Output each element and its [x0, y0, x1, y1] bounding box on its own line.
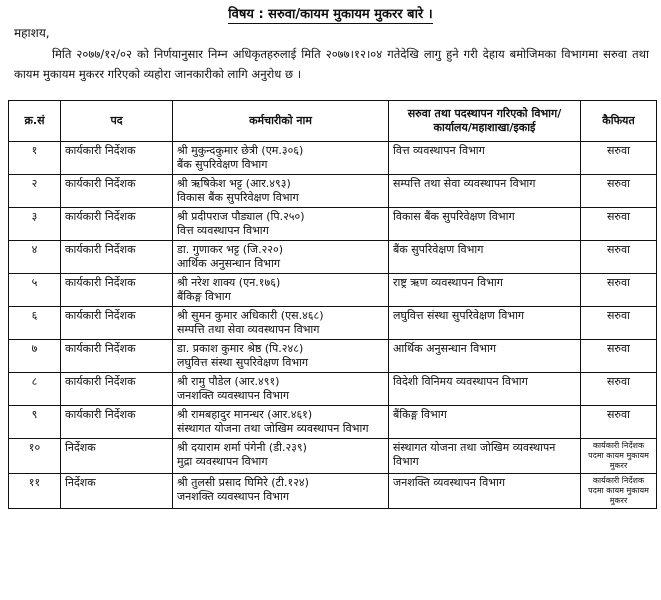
- cell-employee: [173, 142, 389, 175]
- table-row: [9, 175, 657, 208]
- employee-name: श्री नरेश शाक्य (एन.१७६): [177, 276, 281, 289]
- header-employee: कर्मचारीको नाम: [173, 101, 389, 142]
- cell-sn: ६: [9, 307, 61, 340]
- previous-department: सम्पत्ति तथा सेवा व्यवस्थापन विभाग: [177, 323, 320, 336]
- employee-name: श्री ऋषिकेश भट्ट (आर.४९३): [177, 177, 291, 190]
- header-remark: कैफियत: [581, 101, 657, 142]
- table-row: [9, 208, 657, 241]
- cell-sn: ८: [9, 373, 61, 406]
- cell-posting: लघुवित्त संस्था सुपरिवेक्षण विभाग: [389, 307, 581, 340]
- cell-remark: कार्यकारी निर्देशक पदमा कायम मुकायम मुकरर: [581, 474, 657, 509]
- employee-name: श्री दयाराम शर्मा पंगेनी (डी.२३९): [177, 441, 307, 454]
- previous-department: बैंक सुपरिवेक्षण विभाग: [177, 158, 268, 171]
- header-sn: क्र.सं: [9, 101, 61, 142]
- cell-remark: कार्यकारी निर्देशक पदमा कायम मुकायम मुकरर: [581, 439, 657, 474]
- table-row: [9, 274, 657, 307]
- cell-post: कार्यकारी निर्देशक: [61, 340, 173, 373]
- previous-department: विकास बैंक सुपरिवेक्षण विभाग: [177, 191, 299, 204]
- cell-employee: [173, 439, 389, 474]
- cell-sn: १: [9, 142, 61, 175]
- table-row: [9, 406, 657, 439]
- cell-sn: ३: [9, 208, 61, 241]
- cell-post: कार्यकारी निर्देशक: [61, 406, 173, 439]
- header-post: पद: [61, 101, 173, 142]
- previous-department: जनशक्ति व्यवस्थापन विभाग: [177, 389, 290, 402]
- subject-text: विषय : सरुवा/कायम मुकायम मुकरर बारे ।: [228, 7, 433, 22]
- cell-post: कार्यकारी निर्देशक: [61, 274, 173, 307]
- table-row: [9, 373, 657, 406]
- previous-department: वित्त व्यवस्थापन विभाग: [177, 224, 269, 237]
- cell-employee: [173, 241, 389, 274]
- employee-name: श्री मुकुन्दकुमार छेत्री (एम.३०६): [177, 144, 304, 157]
- cell-remark: सरुवा: [581, 142, 657, 175]
- employee-name: डा. गुणाकर भट्ट (जि.२२०): [177, 243, 284, 256]
- table-row: [9, 340, 657, 373]
- previous-department: मुद्रा व्यवस्थापन विभाग: [177, 455, 268, 468]
- cell-post: कार्यकारी निर्देशक: [61, 373, 173, 406]
- cell-posting: विकास बैंक सुपरिवेक्षण विभाग: [389, 208, 581, 241]
- cell-employee: [173, 208, 389, 241]
- cell-sn: २: [9, 175, 61, 208]
- previous-department: संस्थागत योजना तथा जोखिम व्यवस्थापन विभाग: [177, 422, 369, 435]
- cell-post: कार्यकारी निर्देशक: [61, 142, 173, 175]
- previous-department: लघुवित्त संस्था सुपरिवेक्षण विभाग: [177, 356, 309, 369]
- previous-department: आर्थिक अनुसन्धान विभाग: [177, 257, 281, 270]
- cell-sn: ४: [9, 241, 61, 274]
- employee-name: श्री सुमन कुमार अधिकारी (एस.४६८): [177, 309, 324, 322]
- cell-posting: बैंक सुपरिवेक्षण विभाग: [389, 241, 581, 274]
- cell-sn: १०: [9, 439, 61, 474]
- cell-posting: राष्ट्र ऋण व्यवस्थापन विभाग: [389, 274, 581, 307]
- cell-remark: सरुवा: [581, 373, 657, 406]
- cell-remark: सरुवा: [581, 241, 657, 274]
- cell-post: कार्यकारी निर्देशक: [61, 175, 173, 208]
- intro-paragraph: मिति २०७७/१२/०२ को निर्णयानुसार निम्न अधिकृतहरुलाई मिति २०७७।१२।०४ गतेदेखि लागु हुने गरी देहाय बमोजिमका विभागमा सरुवा तथा कायम मुकायम मुकरर गरिएको व्यहोरा जानकारीको लागि अनुरोध छ ।: [14, 47, 649, 81]
- cell-posting: संस्थागत योजना तथा जोखिम व्यवस्थापन विभाग: [389, 439, 581, 474]
- cell-post: निर्देशक: [61, 474, 173, 509]
- cell-remark: सरुवा: [581, 274, 657, 307]
- cell-employee: [173, 175, 389, 208]
- previous-department: बैंकिङ्ग विभाग: [177, 290, 231, 303]
- employee-name: श्री प्रदीपराज पौड्याल (पि.२५०): [177, 210, 305, 223]
- cell-sn: ५: [9, 274, 61, 307]
- table-body: [9, 142, 657, 509]
- cell-posting: वित्त व्यवस्थापन विभाग: [389, 142, 581, 175]
- previous-department: जनशक्ति व्यवस्थापन विभाग: [177, 490, 290, 503]
- cell-post: कार्यकारी निर्देशक: [61, 208, 173, 241]
- cell-remark: सरुवा: [581, 307, 657, 340]
- employee-name: डा. प्रकाश कुमार श्रेष्ठ (पि.२४८): [177, 342, 304, 355]
- table-row: [9, 474, 657, 509]
- employee-name: श्री रामु पौडेल (आर.४९१): [177, 375, 280, 388]
- cell-posting: विदेशी विनिमय व्यवस्थापन विभाग: [389, 373, 581, 406]
- cell-posting: बैंकिङ्ग विभाग: [389, 406, 581, 439]
- table-row: [9, 307, 657, 340]
- cell-employee: [173, 340, 389, 373]
- cell-posting: सम्पत्ति तथा सेवा व्यवस्थापन विभाग: [389, 175, 581, 208]
- table-row: [9, 439, 657, 474]
- cell-posting: जनशक्ति व्यवस्थापन विभाग: [389, 474, 581, 509]
- cell-sn: ७: [9, 340, 61, 373]
- header-posting: सरुवा तथा पदस्थापन गरिएको विभाग/कार्यालय/महाशाखा/इकाई: [389, 101, 581, 142]
- cell-post: कार्यकारी निर्देशक: [61, 307, 173, 340]
- cell-sn: ११: [9, 474, 61, 509]
- cell-employee: [173, 274, 389, 307]
- subject-line: [0, 4, 661, 22]
- table-row: [9, 241, 657, 274]
- cell-post: कार्यकारी निर्देशक: [61, 241, 173, 274]
- cell-remark: सरुवा: [581, 208, 657, 241]
- cell-employee: [173, 406, 389, 439]
- cell-employee: [173, 373, 389, 406]
- cell-remark: सरुवा: [581, 175, 657, 208]
- cell-employee: [173, 474, 389, 509]
- cell-employee: [173, 307, 389, 340]
- cell-remark: सरुवा: [581, 406, 657, 439]
- cell-remark: सरुवा: [581, 340, 657, 373]
- employee-name: श्री तुलसी प्रसाद घिमिरे (टी.१२४): [177, 476, 309, 489]
- transfer-table: [8, 100, 657, 509]
- cell-posting: आर्थिक अनुसन्धान विभाग: [389, 340, 581, 373]
- employee-name: श्री रामबहादुर मानन्धर (आर.४६१): [177, 408, 313, 421]
- table-row: [9, 142, 657, 175]
- cell-post: निर्देशक: [61, 439, 173, 474]
- table-header-row: [9, 101, 657, 142]
- cell-sn: ९: [9, 406, 61, 439]
- salutation: महाशय,: [14, 26, 50, 40]
